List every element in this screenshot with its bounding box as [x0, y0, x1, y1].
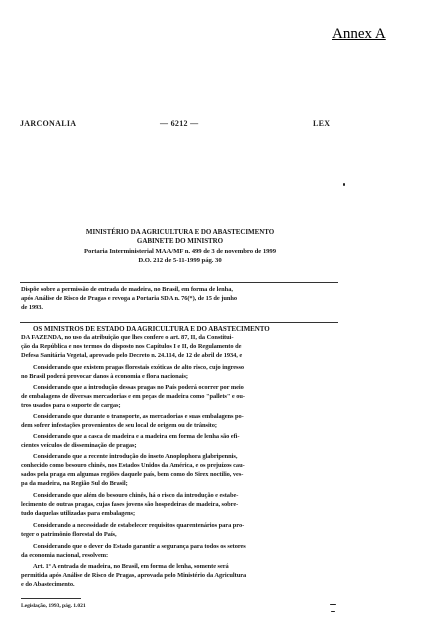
footnote-rule: [21, 598, 81, 599]
summary-line: Dispõe sobre a permissão de entrada de madeira, no Brasil, em forma de lenha,: [21, 286, 233, 293]
body-line: Considerando a necessidade de estabelecer requisitos quarentenários para pro-: [33, 522, 245, 529]
scan-speck: [330, 604, 336, 605]
body-line: conhecido como besouro chinês, nos Estados Unidos da América, e os prejuízos cau-: [21, 462, 245, 469]
body-line: Considerando que a introdução dessas pragas no País poderá ocorrer por meio: [33, 384, 244, 391]
body-line: cientes veículos de disseminação de pragas;: [21, 442, 137, 449]
scan-speck: [343, 183, 345, 186]
body-line: tudo daquelas utilizadas para embalagens;: [21, 510, 136, 517]
body-line: permitida após Análise de Risco de Pragas, aprovada pelo Ministério da Agricultura: [21, 572, 247, 579]
body-line: Art. 1º A entrada de madeira, no Brasil, em forma de lenha, somente será: [33, 563, 229, 570]
body-line: dem sofrer infestações provenientes de seu local de origem ou de trânsito;: [21, 422, 217, 429]
body-line: Considerando que além do besouro chinês, há o risco da introdução e estabe-: [33, 492, 239, 499]
summary-line: após Análise de Risco de Pragas e revoga a Portaria SDA n. 76(*), de 15 de junho: [21, 295, 238, 302]
body-line: Considerando que a casca de madeira e a madeira em forma de lenha são efi-: [33, 433, 240, 440]
header-journal-name: JARCONALIA: [20, 119, 77, 128]
body-line: OS MINISTROS DE ESTADO DA AGRICULTURA E DO ABASTECIMENTO: [33, 325, 270, 333]
body-line: e do Abastecimento.: [21, 581, 75, 588]
body-line: Considerando que a recente introdução do inseto Anoplophora glabripennis,: [33, 453, 238, 460]
body-line: DA FAZENDA, no uso da atribuição que lhes confere o art. 87, II, da Constitui-: [21, 334, 234, 341]
annex-label: Annex A: [332, 26, 386, 42]
body-line: Considerando que durante o transporte, as mercadorias e suas embalagens po-: [33, 413, 244, 420]
body-line: sados pela praga em algumas regiões daquele país, bem como do Sirex noctilio, ves-: [21, 471, 244, 478]
body-line: no Brasil poderá provocar danos à economia e flora nacionais;: [21, 373, 188, 380]
body-line: Considerando que o dever do Estado garantir a segurança para todos os setores: [33, 543, 246, 550]
cabinet-heading: GABINETE DO MINISTRO: [136, 237, 224, 245]
body-line: ção da República e nos termos do disposto nos Capítulos I e II, do Regulamento de: [21, 343, 242, 350]
dou-reference: D.O. 212 de 5-11-1999 pág. 30: [138, 257, 222, 264]
body-line: Considerando que existem pragas florestais exóticas de alto risco, cujo ingresso: [33, 364, 245, 371]
body-line: de embalagens de diversas mercadorias e em peças de madeira como "pallets" e ou-: [21, 393, 245, 400]
body-line: teger o patrimônio florestal do País,: [21, 531, 117, 538]
portaria-heading: Portaria Interministerial MAA/MF n. 499 de 3 de novembro de 1999: [83, 248, 276, 255]
body-line: tros usados para o suporte de cargas;: [21, 402, 121, 409]
body-line: lecimento de outras pragas, cujas fases jovens são hospedeiras de madeira, sobre-: [21, 501, 239, 508]
summary-line: de 1993.: [21, 304, 43, 311]
scan-speck: [331, 611, 335, 612]
body-line: da economia nacional, resolvem:: [21, 552, 109, 559]
header-page-number: — 6212 —: [160, 119, 199, 128]
body-line: Defesa Sanitária Vegetal, aprovado pelo Decreto n. 24.114, de 12 de abril de 1934, e: [21, 352, 243, 359]
footnote: Legislação, 1993, pág. 1.021: [21, 603, 86, 609]
body-line: pa da madeira, na Região Sul do Brasil;: [21, 480, 128, 487]
header-lex: LEX: [313, 119, 331, 128]
ministry-heading: MINISTÉRIO DA AGRICULTURA E DO ABASTECIMENTO: [85, 228, 275, 236]
